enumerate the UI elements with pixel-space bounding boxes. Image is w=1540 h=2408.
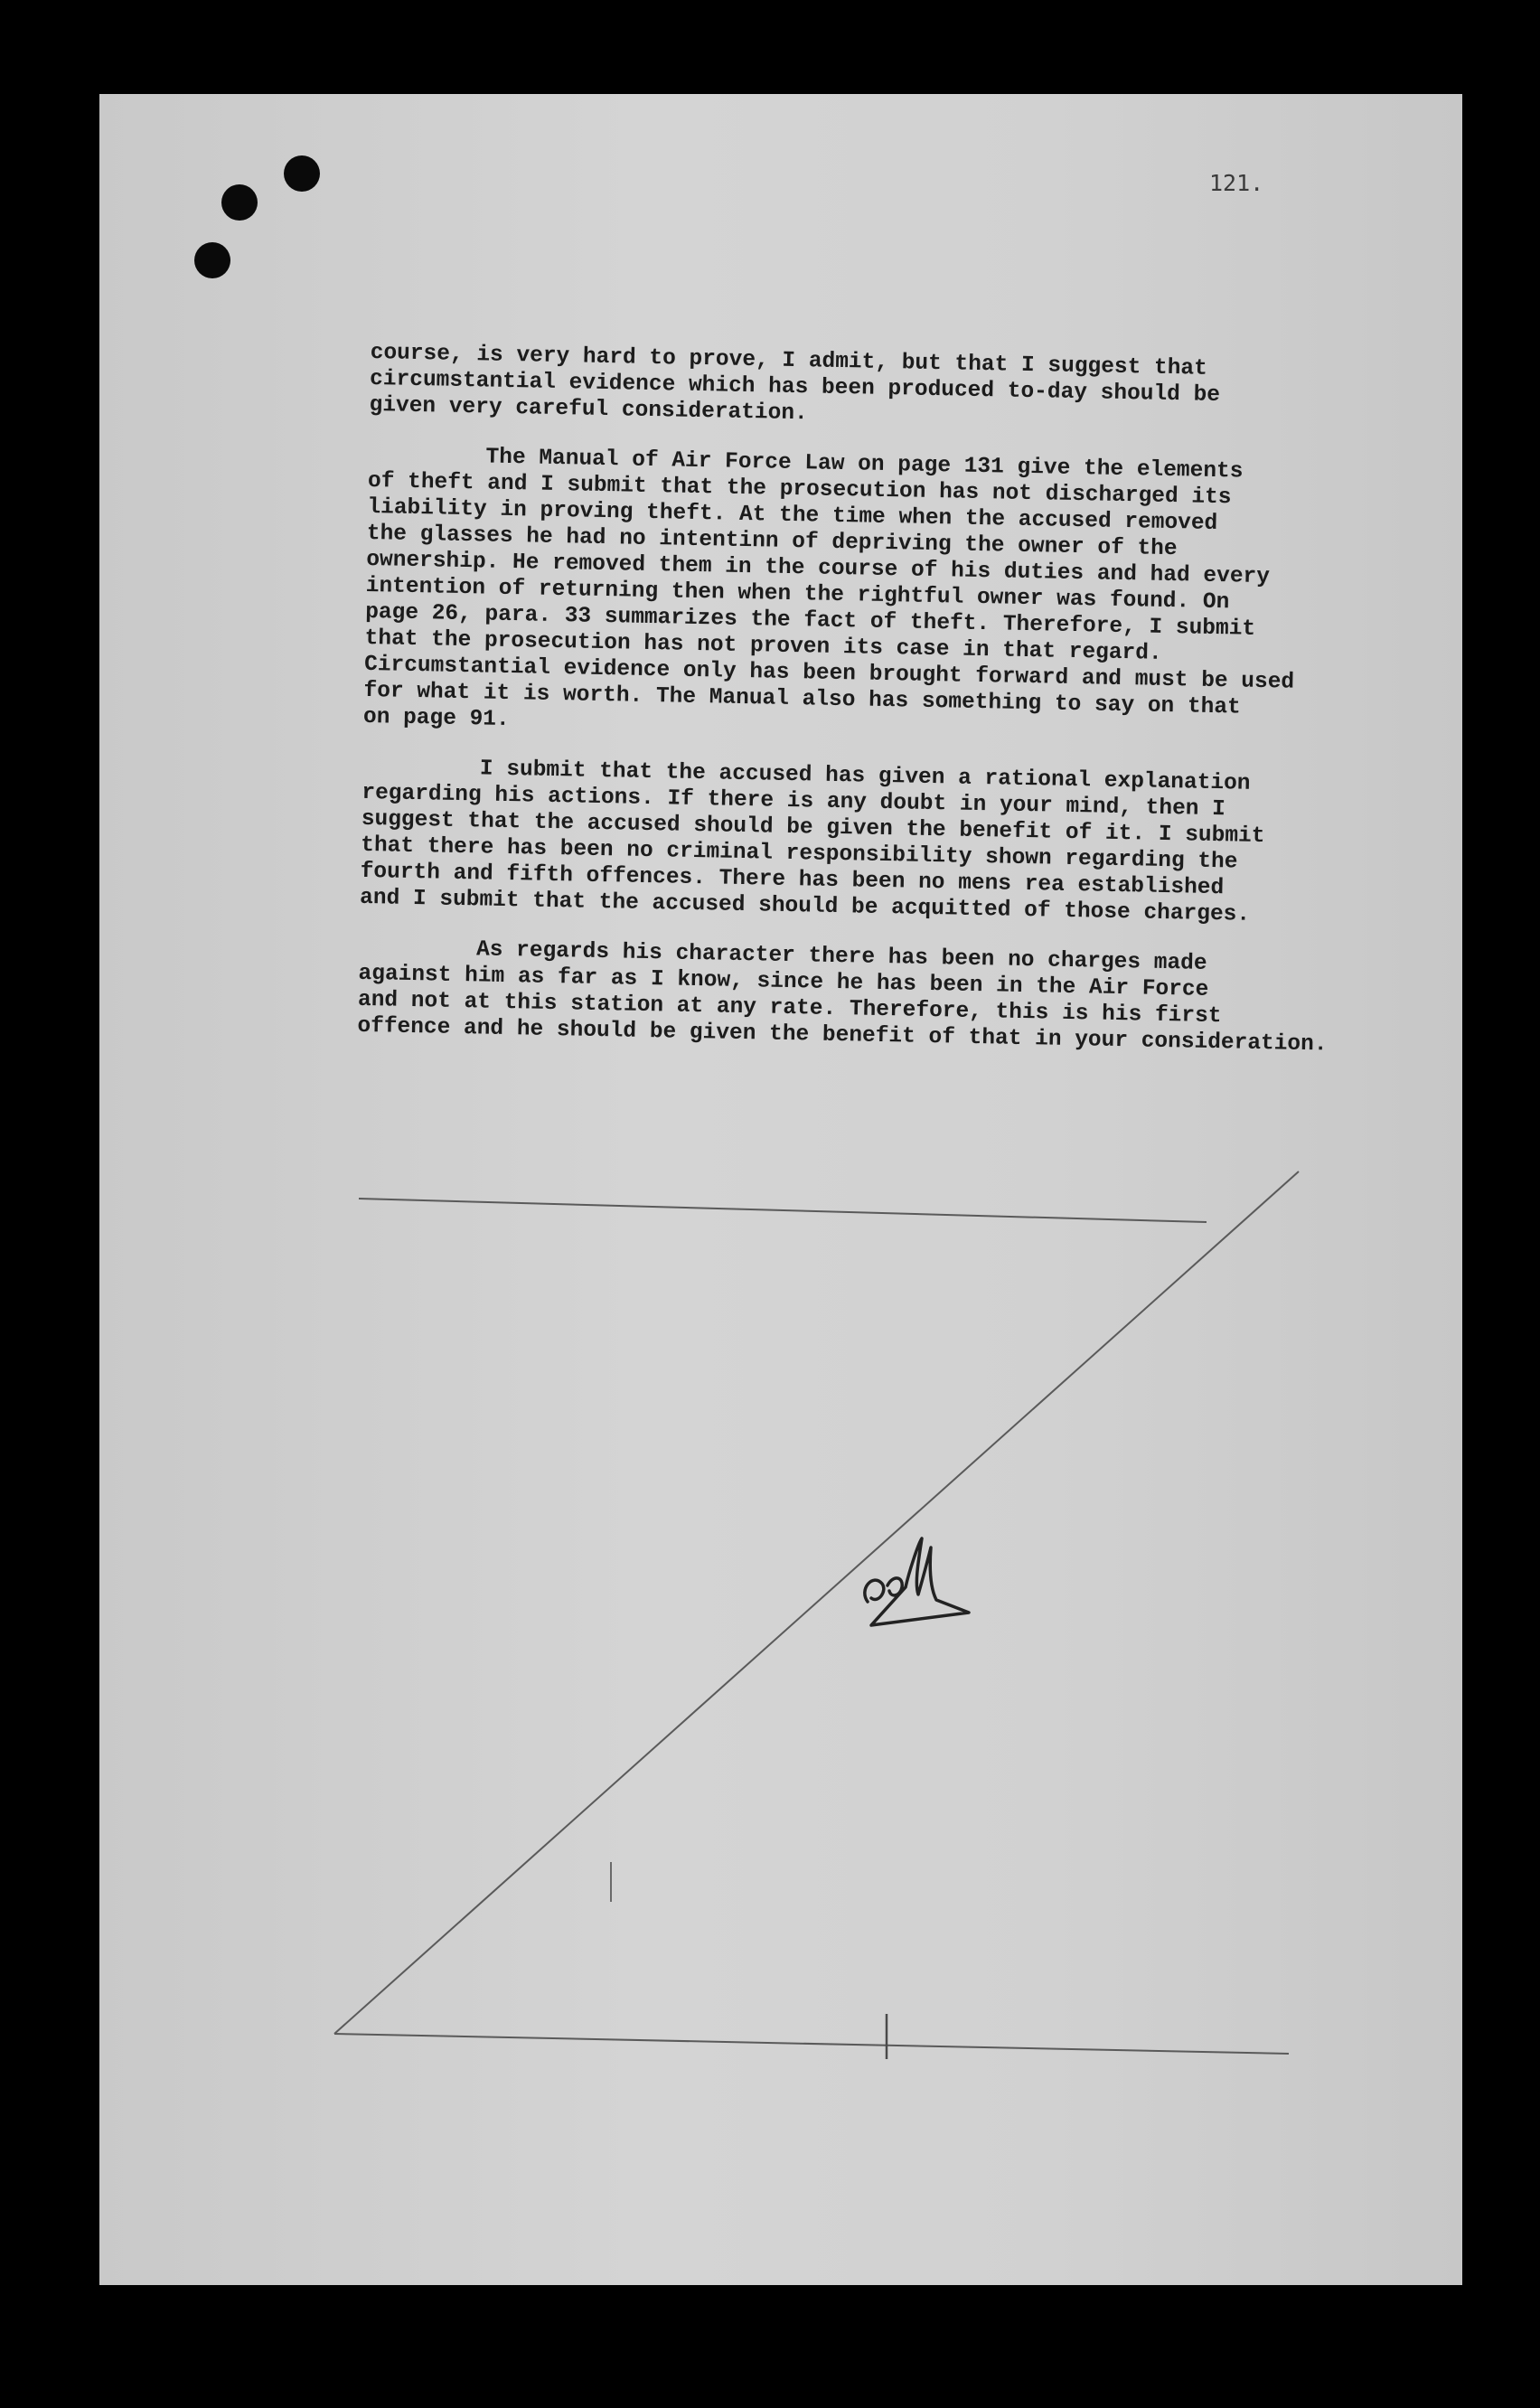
paragraph-1: course, is very hard to prove, I admit, but that I suggest that circumstantial evidence which has been produced to-day should be given very careful consideration. <box>369 340 1221 427</box>
paragraph-4: As regards his character there has been no charges made against him as far as I know, since he has been in the Air Force and not at this station at any rate. Therefore, this is his first offence and he should be given the benefit of that in your consideration. <box>357 937 1328 1058</box>
top-rule <box>359 1199 1207 1222</box>
initials-signature <box>855 1535 991 1634</box>
bottom-rule <box>334 2034 1289 2054</box>
diagonal-strike <box>334 1171 1299 2034</box>
paragraph-2: The Manual of Air Force Law on page 131 give the elements of theft and I submit that the prosecution has not discharged its liability in proving theft. At the time when the accused removed the glasses he had no intentinn of depriving the owner of the ownership. He removed them in the course of his duties and had every intention of returning then when the rightful owner was found. On page 26, para. 33 summarizes the fact of theft. Therefore, I submit that the prosecution has not proven its case in that regard. Circumstantial evidence only has been brought forward and must be used for what it is worth. The Manual also has something to say on that on page 91. <box>362 445 1295 733</box>
cancellation-lines <box>99 94 1462 2285</box>
paragraph-3: I submit that the accused has given a rational explanation regarding his actions. If there is any doubt in your mind, then I suggest that the accused should be given the benefit of it. I submit that there has been no criminal responsibility shown regarding the fourth and fifth offences. There has been no mens rea established and I submit that the accused should be acquitted of those charges. <box>359 757 1265 927</box>
page-number: 121. <box>1209 170 1264 196</box>
document-page <box>99 94 1462 2285</box>
